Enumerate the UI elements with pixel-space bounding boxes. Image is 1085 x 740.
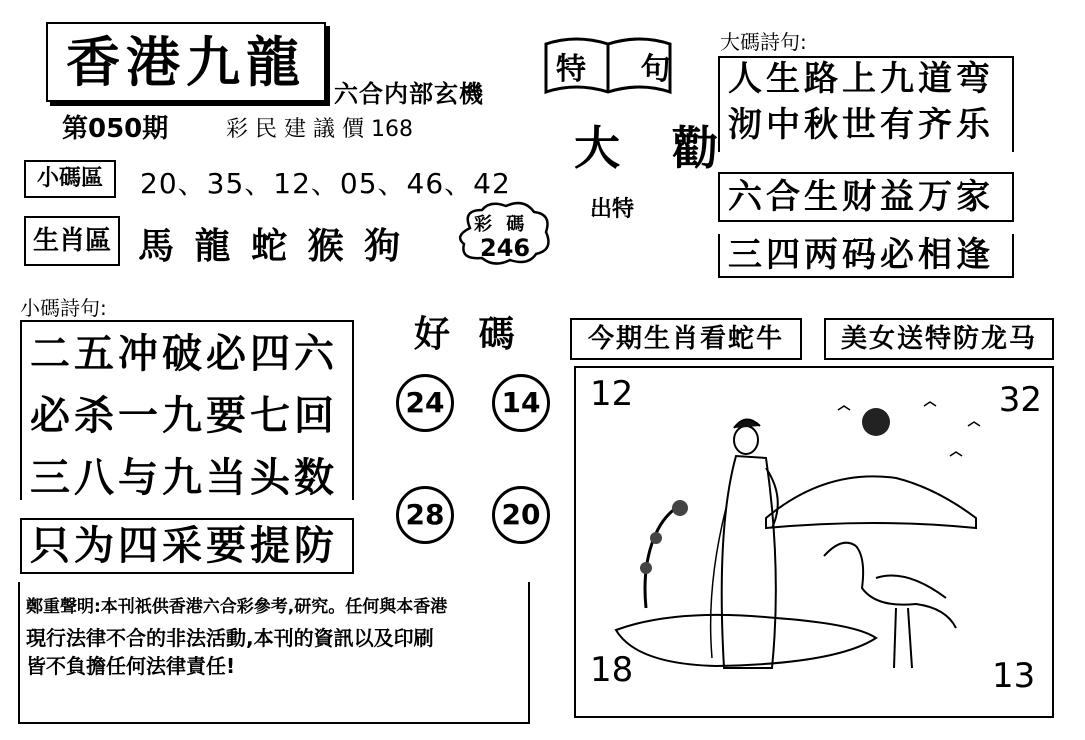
zodiac-animals: 馬 龍 蛇 猴 狗 (138, 225, 405, 267)
small-code-label: 小碼區 (24, 160, 116, 198)
good-code-1: 24 (396, 374, 454, 432)
big-poem-line-4: 三四两码必相逢 (728, 235, 994, 275)
picture-number-bottom-left: 18 (590, 650, 634, 690)
color-code-label: 彩 碼 (474, 214, 529, 235)
zodiac-tip-1: 今期生肖看蛇牛 (587, 324, 784, 354)
color-code-number: 246 (480, 234, 531, 262)
picture-frame (574, 366, 1054, 718)
disclaimer-line-2: 現行法律不合的非法活動,本刊的資訊以及印刷 (26, 626, 434, 650)
small-poem-line-1: 二五冲破必四六 (30, 331, 338, 377)
zodiac-tip-box-1 (570, 318, 802, 360)
small-poem-line-3: 三八与九当头数 (30, 455, 338, 501)
lady-crane-illustration (576, 368, 1052, 716)
good-code-4: 20 (492, 486, 550, 544)
zodiac-tip-2: 美女送特防龙马 (840, 324, 1037, 354)
small-poem-line-4: 只为四采要提防 (30, 523, 338, 569)
small-poem-heading: 小碼詩句: (20, 296, 107, 320)
subtitle: 六合内部玄機 (334, 80, 484, 108)
good-codes-heading: 好 碼 (414, 313, 523, 355)
small-code-numbers: 20、35、12、05、46、42 (140, 167, 511, 200)
page-title: 香港九龍 (66, 30, 306, 94)
title-box (46, 22, 326, 102)
price-text: 彩 民 建 議 價 168 (226, 117, 413, 142)
good-code-2: 14 (492, 374, 550, 432)
zodiac-label: 生肖區 (24, 216, 120, 266)
big-poem-heading: 大碼詩句: (720, 30, 807, 54)
big-poem-line-2: 沏中秋世有齐乐 (728, 105, 994, 145)
picture-number-top-left: 12 (590, 374, 634, 414)
small-poem-line-2: 必杀一九要七回 (30, 393, 338, 439)
big-poem-line-3: 六合生财益万家 (728, 177, 994, 217)
big-poem-line-1: 人生路上九道弯 (728, 59, 994, 99)
te-ju-note: 出特 (590, 197, 635, 222)
zodiac-tip-box-2 (824, 318, 1054, 360)
te-ju-label: 特 句 (556, 52, 693, 87)
disclaimer-line-1: 鄭重聲明:本刊祇供香港六合彩參考,研究。任何與本香港 (26, 597, 448, 617)
picture-number-top-right: 32 (998, 380, 1042, 420)
issue-number: 第050期 (62, 114, 169, 144)
picture-number-bottom-right: 13 (992, 656, 1036, 696)
disclaimer-line-3: 皆不負擔任何法律責任! (26, 654, 236, 678)
good-code-3: 28 (396, 486, 454, 544)
te-ju-word: 大 勸 (574, 121, 737, 175)
